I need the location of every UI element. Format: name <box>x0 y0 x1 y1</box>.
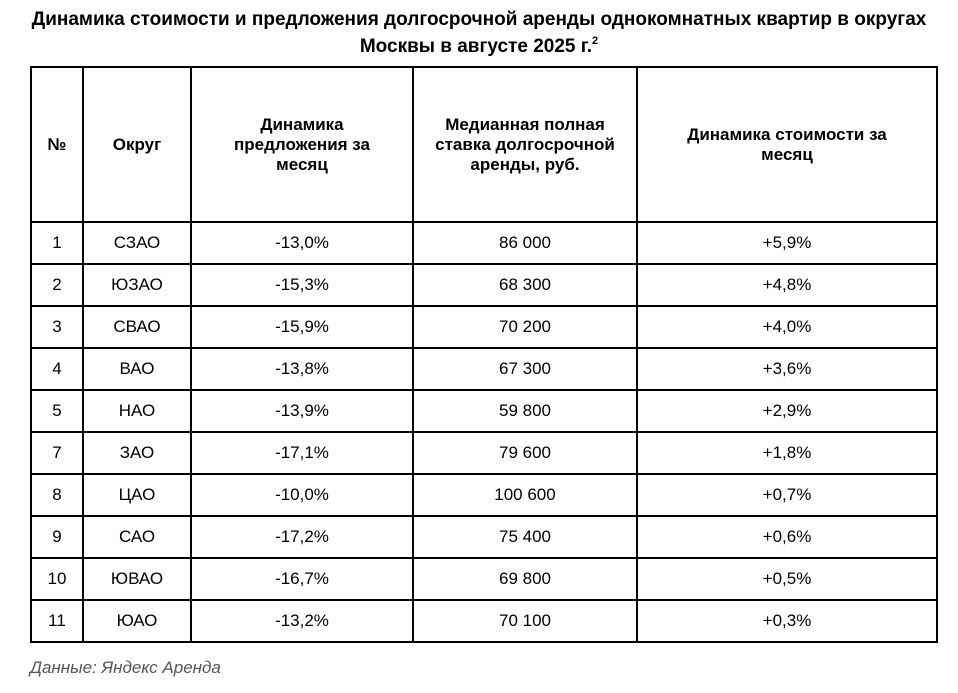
cell-rate: 86 000 <box>413 222 637 264</box>
cell-district: ВАО <box>83 348 191 390</box>
header-offer-text: Динамика предложения за месяц <box>234 114 370 174</box>
cell-offer: -17,2% <box>191 516 413 558</box>
cell-num: 1 <box>31 222 83 264</box>
cell-cost: +0,3% <box>637 600 937 642</box>
cell-num: 7 <box>31 432 83 474</box>
table-row <box>31 222 937 264</box>
cell-num: 2 <box>31 264 83 306</box>
cell-num: 8 <box>31 474 83 516</box>
cell-district: ЮВАО <box>83 558 191 600</box>
cell-offer: -16,7% <box>191 558 413 600</box>
table-row <box>31 600 937 642</box>
cell-cost: +3,6% <box>637 348 937 390</box>
table-body <box>31 222 937 642</box>
cell-district: ЮЗАО <box>83 264 191 306</box>
header-median-rate <box>413 67 637 222</box>
table-header-row <box>31 67 937 222</box>
cell-num: 4 <box>31 348 83 390</box>
cell-rate: 69 800 <box>413 558 637 600</box>
table-row <box>31 390 937 432</box>
header-cost-text: Динамика стоимости за месяц <box>687 124 887 164</box>
cell-cost: +4,0% <box>637 306 937 348</box>
cell-rate: 68 300 <box>413 264 637 306</box>
cell-offer: -13,8% <box>191 348 413 390</box>
cell-district: СЗАО <box>83 222 191 264</box>
title-text: Динамика стоимости и предложения долгосрочной аренды однокомнатных квартир в округах Москвы в августе 2025 г. <box>31 9 927 57</box>
table-row <box>31 432 937 474</box>
header-offer-dynamics <box>191 67 413 222</box>
table-row <box>31 306 937 348</box>
table-row <box>31 474 937 516</box>
source-note: Данные: Яндекс Аренда <box>30 658 221 677</box>
cell-rate: 75 400 <box>413 516 637 558</box>
rent-table <box>30 66 938 643</box>
cell-num: 10 <box>31 558 83 600</box>
cell-offer: -13,0% <box>191 222 413 264</box>
cell-offer: -10,0% <box>191 474 413 516</box>
table-row <box>31 558 937 600</box>
cell-num: 3 <box>31 306 83 348</box>
cell-offer: -13,2% <box>191 600 413 642</box>
cell-num: 9 <box>31 516 83 558</box>
cell-num: 11 <box>31 600 83 642</box>
cell-rate: 79 600 <box>413 432 637 474</box>
header-num: № <box>31 67 83 222</box>
cell-rate: 100 600 <box>413 474 637 516</box>
cell-cost: +5,9% <box>637 222 937 264</box>
cell-offer: -17,1% <box>191 432 413 474</box>
table-row <box>31 348 937 390</box>
header-rate-text: Медианная полная ставка долгосрочной аренды, руб. <box>435 114 615 174</box>
cell-cost: +0,6% <box>637 516 937 558</box>
cell-offer: -15,9% <box>191 306 413 348</box>
header-district: Округ <box>83 67 191 222</box>
cell-rate: 70 200 <box>413 306 637 348</box>
cell-num: 5 <box>31 390 83 432</box>
cell-district: ЗАО <box>83 432 191 474</box>
table-row <box>31 264 937 306</box>
cell-district: САО <box>83 516 191 558</box>
page-title <box>0 6 958 60</box>
cell-cost: +0,5% <box>637 558 937 600</box>
cell-district: ЦАО <box>83 474 191 516</box>
title-footnote-mark: 2 <box>592 35 599 47</box>
cell-cost: +2,9% <box>637 390 937 432</box>
cell-cost: +0,7% <box>637 474 937 516</box>
cell-rate: 67 300 <box>413 348 637 390</box>
cell-offer: -15,3% <box>191 264 413 306</box>
cell-cost: +4,8% <box>637 264 937 306</box>
cell-district: СВАО <box>83 306 191 348</box>
cell-district: ЮАО <box>83 600 191 642</box>
cell-district: НАО <box>83 390 191 432</box>
cell-cost: +1,8% <box>637 432 937 474</box>
cell-rate: 59 800 <box>413 390 637 432</box>
header-cost-dynamics <box>637 67 937 222</box>
table-row <box>31 516 937 558</box>
cell-rate: 70 100 <box>413 600 637 642</box>
cell-offer: -13,9% <box>191 390 413 432</box>
